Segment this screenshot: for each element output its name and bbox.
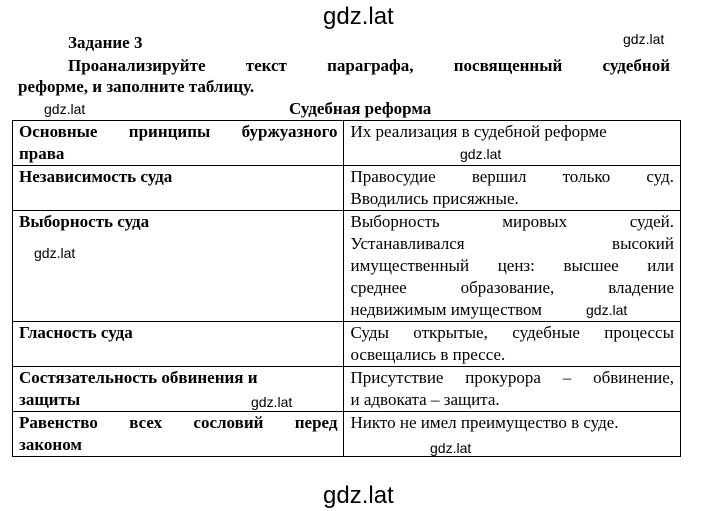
row-principle xyxy=(13,322,344,367)
row-implementation-line: Выборность мировых судей. xyxy=(350,212,674,231)
instruction-line-1: Проанализируйте текст параграфа, посвященный судебной xyxy=(68,56,670,75)
task-instruction xyxy=(18,55,670,97)
row-principle-line: Выборность суда xyxy=(19,212,150,231)
row-implementation xyxy=(344,412,681,457)
task-title: Задание 3 xyxy=(68,33,143,52)
row-implementation-line: недвижимым имуществом xyxy=(350,300,542,319)
row-implementation-line: освещались в прессе. xyxy=(350,345,506,364)
row-implementation-line: Суды открытые, судебные процессы xyxy=(350,323,674,342)
row-implementation-line: Вводились присяжные. xyxy=(350,189,519,208)
header-principle-line: права xyxy=(19,144,65,163)
row-principle xyxy=(13,367,344,412)
row-implementation-line: Присутствие прокурора – обвинение, xyxy=(350,368,674,387)
row-principle xyxy=(13,412,344,457)
row-implementation-line: Правосудие вершил только суд. xyxy=(350,167,674,186)
watermark-right: gdz.lat xyxy=(623,31,665,47)
header-principle xyxy=(13,121,344,166)
watermark-left-caption: gdz.lat xyxy=(44,101,86,117)
watermark-row4: gdz.lat xyxy=(251,394,293,410)
instruction-line-2: реформе, и заполните таблицу. xyxy=(18,77,255,96)
table-row xyxy=(13,322,681,367)
row-implementation-line: Никто не имел преимущество в суде. xyxy=(350,413,619,432)
row-implementation-line: среднее образование, владение xyxy=(350,278,674,297)
table-header-row xyxy=(13,121,681,166)
reform-table xyxy=(12,120,681,457)
header-implementation-text: Их реализация в судебной реформе xyxy=(350,122,607,141)
table-caption: Судебная реформа xyxy=(289,99,432,118)
header-implementation xyxy=(344,121,681,166)
row-principle-line: Независимость суда xyxy=(19,167,173,186)
row-implementation xyxy=(344,367,681,412)
table-row xyxy=(13,211,681,322)
row-principle-line: защиты xyxy=(19,390,81,409)
table-row xyxy=(13,166,681,211)
watermark-row2-right: gdz.lat xyxy=(586,302,628,318)
row-implementation-line: имущественный ценз: высшее или xyxy=(350,256,674,275)
row-principle-line: законом xyxy=(19,435,82,454)
row-principle xyxy=(13,211,344,322)
row-implementation xyxy=(344,166,681,211)
row-implementation-line: и адвоката – защита. xyxy=(350,390,500,409)
table-row xyxy=(13,367,681,412)
watermark-row5: gdz.lat xyxy=(430,440,472,456)
row-implementation xyxy=(344,211,681,322)
row-implementation xyxy=(344,322,681,367)
watermark-row2: gdz.lat xyxy=(34,245,76,261)
watermark-top: gdz.lat xyxy=(323,3,394,30)
row-principle-line: Равенство всех сословий перед xyxy=(19,413,338,432)
row-principle-line: Состязательность обвинения и xyxy=(19,368,258,387)
watermark-row0: gdz.lat xyxy=(460,146,502,162)
table-row xyxy=(13,412,681,457)
header-principle-line: Основные принципы буржуазного xyxy=(19,122,338,141)
watermark-bottom: gdz.lat xyxy=(323,482,394,509)
row-principle xyxy=(13,166,344,211)
row-implementation-line: Устанавливался высокий xyxy=(350,234,674,253)
row-principle-line: Гласность суда xyxy=(19,323,133,342)
